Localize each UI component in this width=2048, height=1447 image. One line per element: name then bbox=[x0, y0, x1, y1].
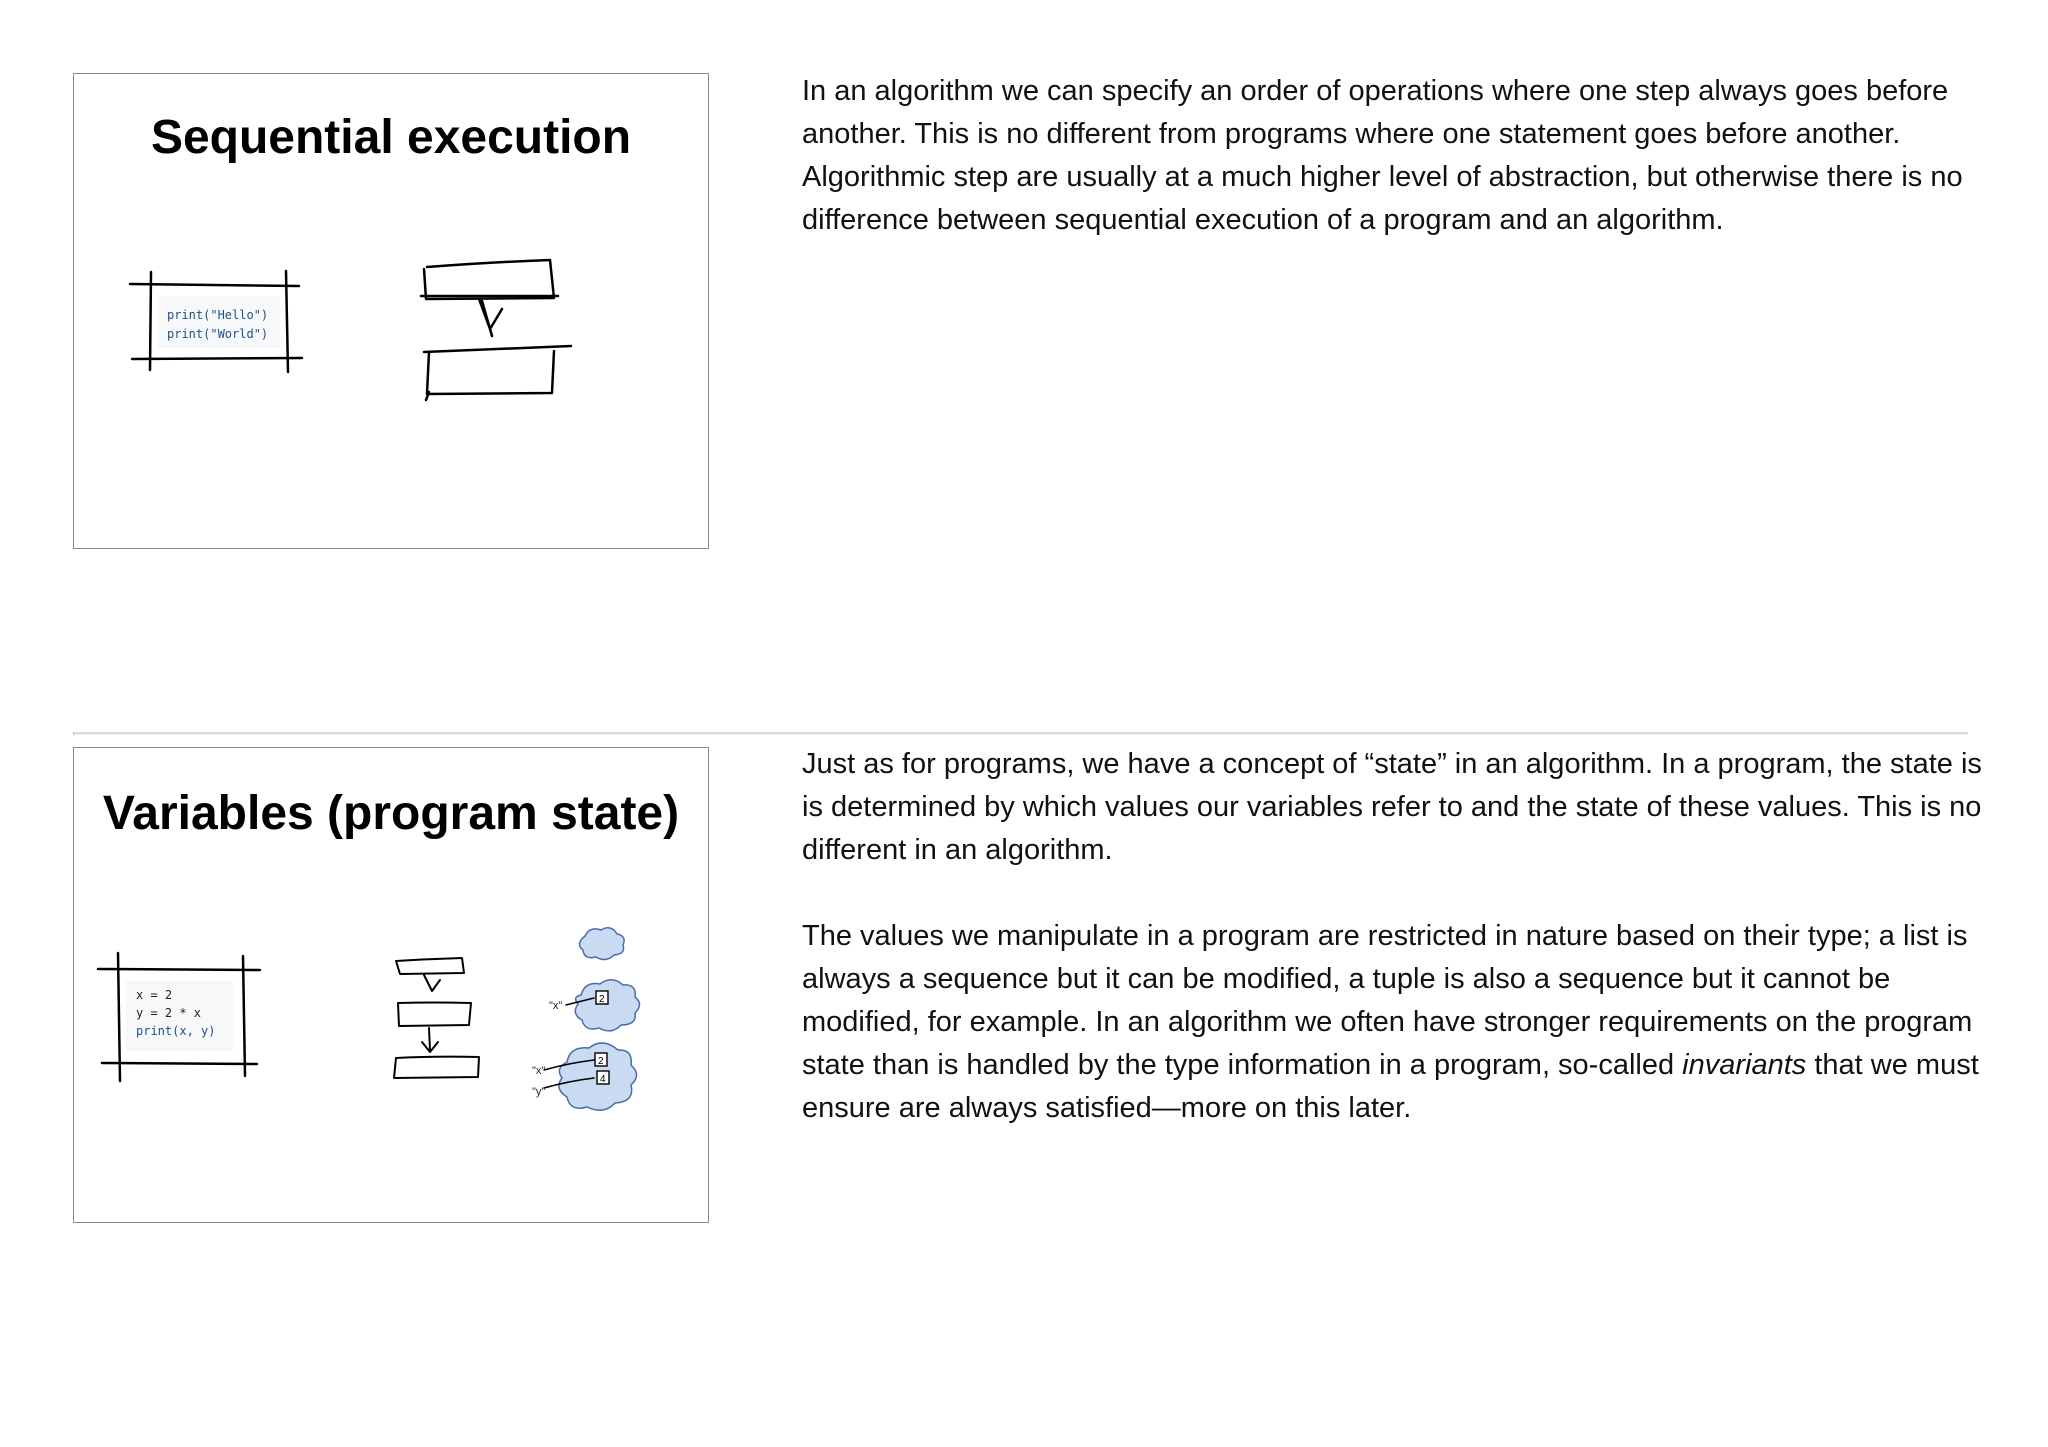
notes-paragraph bbox=[802, 915, 1982, 1130]
code-line: print("World") bbox=[167, 327, 269, 341]
notes-text: The values we manipulate in a program are restricted in nature based on their type; a list is always a sequence but it can be modified, a tuple is also a sequence but it cannot be modified, for example. In an algorithm we often have stronger requirements on the program state than is handled by the type information in a program, so-called bbox=[802, 920, 1973, 1081]
notes-paragraph bbox=[802, 743, 1982, 872]
speaker-notes-sequential bbox=[802, 70, 1982, 242]
slide-title: Variables (program state) bbox=[102, 787, 680, 840]
sequential-sketch-illustration bbox=[74, 74, 710, 550]
code-line: y = 2 * x bbox=[136, 1006, 202, 1020]
notes-paragraph bbox=[802, 70, 1982, 242]
slide-sequential-execution bbox=[73, 73, 709, 549]
emphasized-term: invariants bbox=[1682, 1049, 1807, 1081]
code-line: x = 2 bbox=[136, 988, 173, 1002]
variables-sketch-illustration bbox=[74, 748, 710, 1224]
value-label: 4 bbox=[600, 1074, 606, 1085]
slide-title: Sequential execution bbox=[150, 111, 632, 164]
flowchart-sketch bbox=[394, 958, 479, 1078]
variable-name-label: "y" bbox=[532, 1086, 546, 1098]
code-line: print("Hello") bbox=[167, 308, 269, 322]
variable-name-label: "x" bbox=[532, 1065, 546, 1077]
value-label: 2 bbox=[599, 994, 605, 1005]
notes-text: In an algorithm we can specify an order of operations where one step always goes before another. This is no different from programs where one statement goes before another. Algorithmic step are usually at a much higher level of abstraction, but otherwise there is no difference between sequential execution of a program and an algorithm. bbox=[802, 75, 1963, 236]
section-divider bbox=[73, 732, 1968, 735]
slide-variables-program-state bbox=[73, 747, 709, 1223]
code-line: print(x, y) bbox=[136, 1024, 216, 1038]
notes-text: Just as for programs, we have a concept of “state” in an algorithm. In a program, the state is is determined by which values our variables refer to and the state of these values. This is no different in an algorithm. bbox=[802, 748, 1982, 866]
notes-text: that we must ensure are always satisfied—more on this later. bbox=[802, 1049, 1979, 1124]
speaker-notes-variables bbox=[802, 743, 1982, 1130]
variable-name-label: "x" bbox=[549, 1000, 563, 1012]
value-label: 2 bbox=[598, 1056, 604, 1067]
flowchart-sketch bbox=[421, 260, 571, 400]
